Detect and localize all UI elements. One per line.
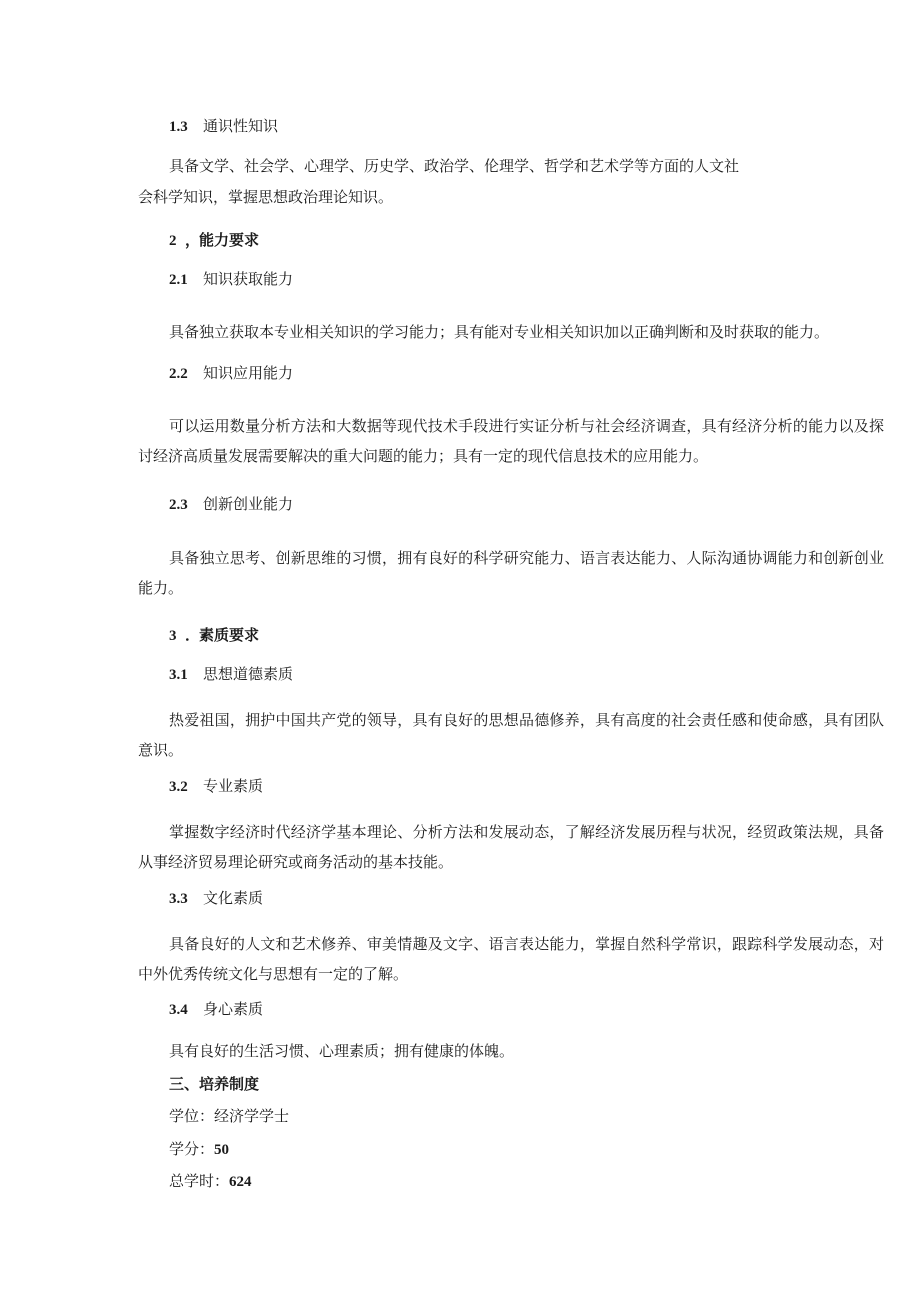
section-number: 2 [169,233,177,249]
section-2-1-text: 具备独立获取本专业相关知识的学习能力；具有能对专业相关知识加以正确判断和及时获取的能力。 [169,323,830,341]
credits-value: 50 [214,1142,230,1158]
section-3-3-heading [169,888,263,909]
degree-value: 经济学学士 [214,1107,290,1125]
section-number: 2.2 [169,366,188,382]
credits-line [169,1139,229,1160]
section-title: 知识应用能力 [203,364,294,382]
section-number: 3.3 [169,891,188,907]
section-title: 能力要求 [199,231,260,249]
section-2-heading [169,230,259,251]
section-three-heading: 三、培养制度 [169,1075,260,1093]
section-title: 创新创业能力 [203,495,294,513]
section-2-2-text: 可以运用数量分析方法和大数据等现代技术手段进行实证分析与社会经济调查，具有经济分析的能力以及探讨经济高质量发展需要解决的重大问题的能力；具有一定的现代信息技术的应用能力。 [138,417,884,465]
hours-line [169,1171,252,1192]
section-number: 2.3 [169,497,188,513]
section-number: 3 [169,628,177,644]
section-3-2-heading [169,776,263,797]
section-1-3-heading [169,116,278,137]
section-number: 2.1 [169,272,188,288]
section-separator: ， [185,231,201,249]
section-3-1-heading [169,664,293,685]
section-title: 文化素质 [203,889,264,907]
section-2-1-heading [169,269,293,290]
section-title: 专业素质 [203,777,264,795]
section-separator: ． [185,626,201,644]
section-3-1-text: 热爱祖国，拥护中国共产党的领导，具有良好的思想品德修养，具有高度的社会责任感和使命感，具有团队意识。 [138,711,884,759]
degree-line [169,1106,289,1126]
section-title: 通识性知识 [203,117,279,135]
section-title: 思想道德素质 [203,665,294,683]
section-number: 3.2 [169,779,188,795]
section-3-4-text: 具有良好的生活习惯、心理素质；拥有健康的体魄。 [169,1042,515,1060]
degree-label: 学位： [169,1107,215,1125]
credits-label: 学分： [169,1140,215,1158]
section-1-3-text-line-2: 会科学知识，掌握思想政治理论知识。 [138,188,394,206]
section-number: 1.3 [169,119,188,135]
section-number: 3.1 [169,667,188,683]
section-number: 3.4 [169,1002,188,1018]
section-3-4-heading [169,999,263,1020]
section-2-3-text: 具备独立思考、创新思维的习惯，拥有良好的科学研究能力、语言表达能力、人际沟通协调能力和创新创业能力。 [138,549,884,597]
section-3-3-text: 具备良好的人文和艺术修养、审美情趣及文字、语言表达能力，掌握自然科学常识，跟踪科学发展动态，对中外优秀传统文化与思想有一定的了解。 [138,935,884,983]
section-2-2-heading [169,363,293,384]
section-1-3-text-line-1: 具备文学、社会学、心理学、历史学、政治学、伦理学、哲学和艺术学等方面的人文社 [169,157,740,175]
section-title: 素质要求 [199,626,260,644]
section-title: 身心素质 [203,1000,264,1018]
section-2-3-heading [169,494,293,515]
section-title: 知识获取能力 [203,270,294,288]
section-3-heading [169,625,259,646]
section-3-2-text: 掌握数字经济时代经济学基本理论、分析方法和发展动态，了解经济发展历程与状况，经贸政策法规，具备从事经济贸易理论研究或商务活动的基本技能。 [138,823,884,871]
hours-value: 624 [229,1174,252,1190]
hours-label: 总学时： [169,1172,230,1190]
